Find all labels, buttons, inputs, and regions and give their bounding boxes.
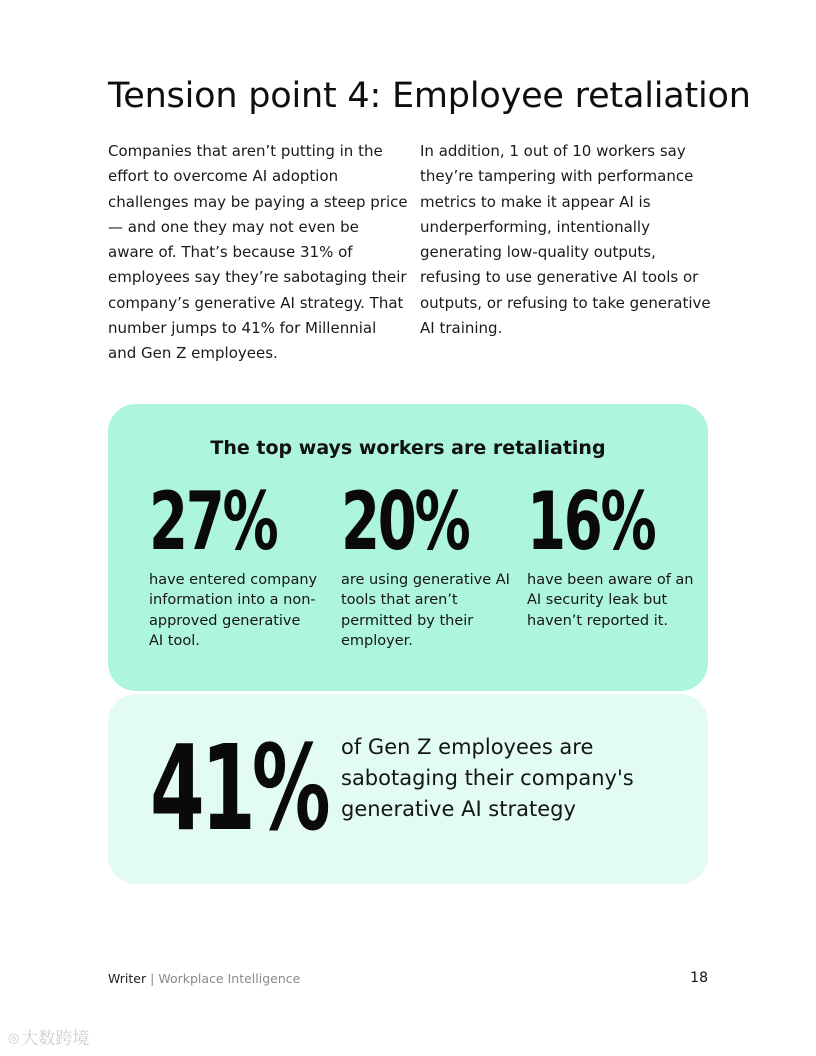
stat-item bbox=[341, 475, 511, 651]
watermark bbox=[8, 1028, 89, 1050]
footer-separator: | bbox=[150, 971, 155, 986]
retaliation-card-title: The top ways workers are retaliating bbox=[210, 437, 606, 459]
stat-description: have been aware of an AI security leak but haven’t reported it. bbox=[527, 572, 694, 629]
watermark-text: 大数跨境 bbox=[21, 1029, 90, 1049]
highlight-description: of Gen Z employees are sabotaging their company's generative AI strategy bbox=[341, 735, 634, 821]
intro-left-paragraph: Companies that aren’t putting in the effort to overcome AI adoption challenges may be paying a steep price — and one they may not even be aware of. That’s because 31% of employees say they’re sabotaging their company’s generative AI strategy. That number jumps to 41% for Millennial and Gen Z employees. bbox=[108, 142, 408, 363]
page-title: Tension point 4: Employee retaliation bbox=[108, 76, 751, 116]
stat-value: 16% bbox=[527, 475, 655, 568]
stat-description: are using generative AI tools that aren’t permitted by their employer. bbox=[341, 572, 510, 649]
stat-value: 27% bbox=[149, 475, 277, 568]
footer bbox=[108, 970, 300, 988]
footer-brand: Writer bbox=[108, 971, 147, 986]
stat-description: have entered company information into a non-approved generative AI tool. bbox=[149, 572, 318, 649]
intro-right-paragraph: In addition, 1 out of 10 workers say they’re tampering with performance metrics to make it appear AI is underperforming, intentionally generating low-quality outputs, refusing to use generative AI tools or outputs, or refusing to take generative AI training. bbox=[420, 142, 711, 338]
stat-value: 20% bbox=[341, 475, 469, 568]
page-number: 18 bbox=[690, 970, 708, 986]
watermark-logo-icon: ◎ bbox=[8, 1031, 20, 1046]
stat-item bbox=[527, 475, 697, 631]
stat-item bbox=[149, 475, 319, 651]
footer-org: Workplace Intelligence bbox=[158, 971, 301, 986]
highlight-value: 41% bbox=[150, 719, 327, 857]
